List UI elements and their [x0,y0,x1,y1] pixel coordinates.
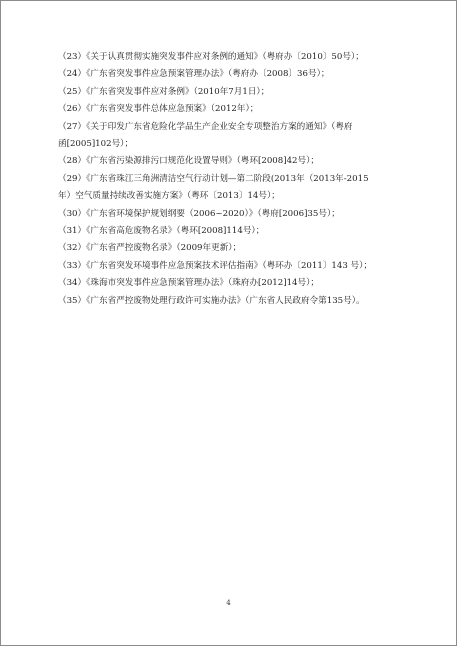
reference-line: （28）《广东省污染源排污口规范化设置导则》（粤环[2008]42号）； [58,156,319,167]
reference-line: （25）《广东省突发事件应对条例》（2010年7月1日）； [58,86,270,97]
reference-line: （27）《关于印发广东省危险化学品生产企业安全专项整治方案的通知》（粤府 [58,121,353,132]
reference-line-continuation: 年）空气质量持续改善实施方案》（粤环〔2013〕14号）； [58,191,280,202]
reference-list [58,49,403,310]
reference-line: （24）《广东省突发事件应急预案管理办法》（粤府办〔2008〕36号）； [58,69,330,80]
reference-line: （32）《广东省严控废物名录》（2009年更新）； [58,243,242,254]
reference-line: （35）《广东省严控废物处理行政许可实施办法》（广东省人民政府令第135号）。 [58,295,365,306]
reference-line: （29）《广东省珠江三角洲清洁空气行动计划—第二阶段(2013年（2013年-2015 [58,173,369,184]
reference-line-continuation: 函[2005]102号）； [58,139,134,150]
reference-line: （31）《广东省高危废物名录》（粤环[2008]114号）； [58,226,265,237]
reference-line: （33）《广东省突发环境事件应急预案技术评估指南》（粤环办〔2011〕143 号）； [58,260,373,271]
reference-line: （30）《广东省环境保护规划纲要（2006~2020）》（粤府[2006]35号）； [58,208,340,219]
reference-line: （34）《珠海市突发事件应急预案管理办法》（珠府办[2012]14号）； [58,278,319,289]
reference-line: （26）《广东省突发事件总体应急预案》（2012年）； [58,104,259,115]
page-number: 4 [226,599,231,607]
reference-line: （23）《关于认真贯彻实施突发事件应对条例的通知》（粤府办〔2010〕50号）； [58,52,364,62]
